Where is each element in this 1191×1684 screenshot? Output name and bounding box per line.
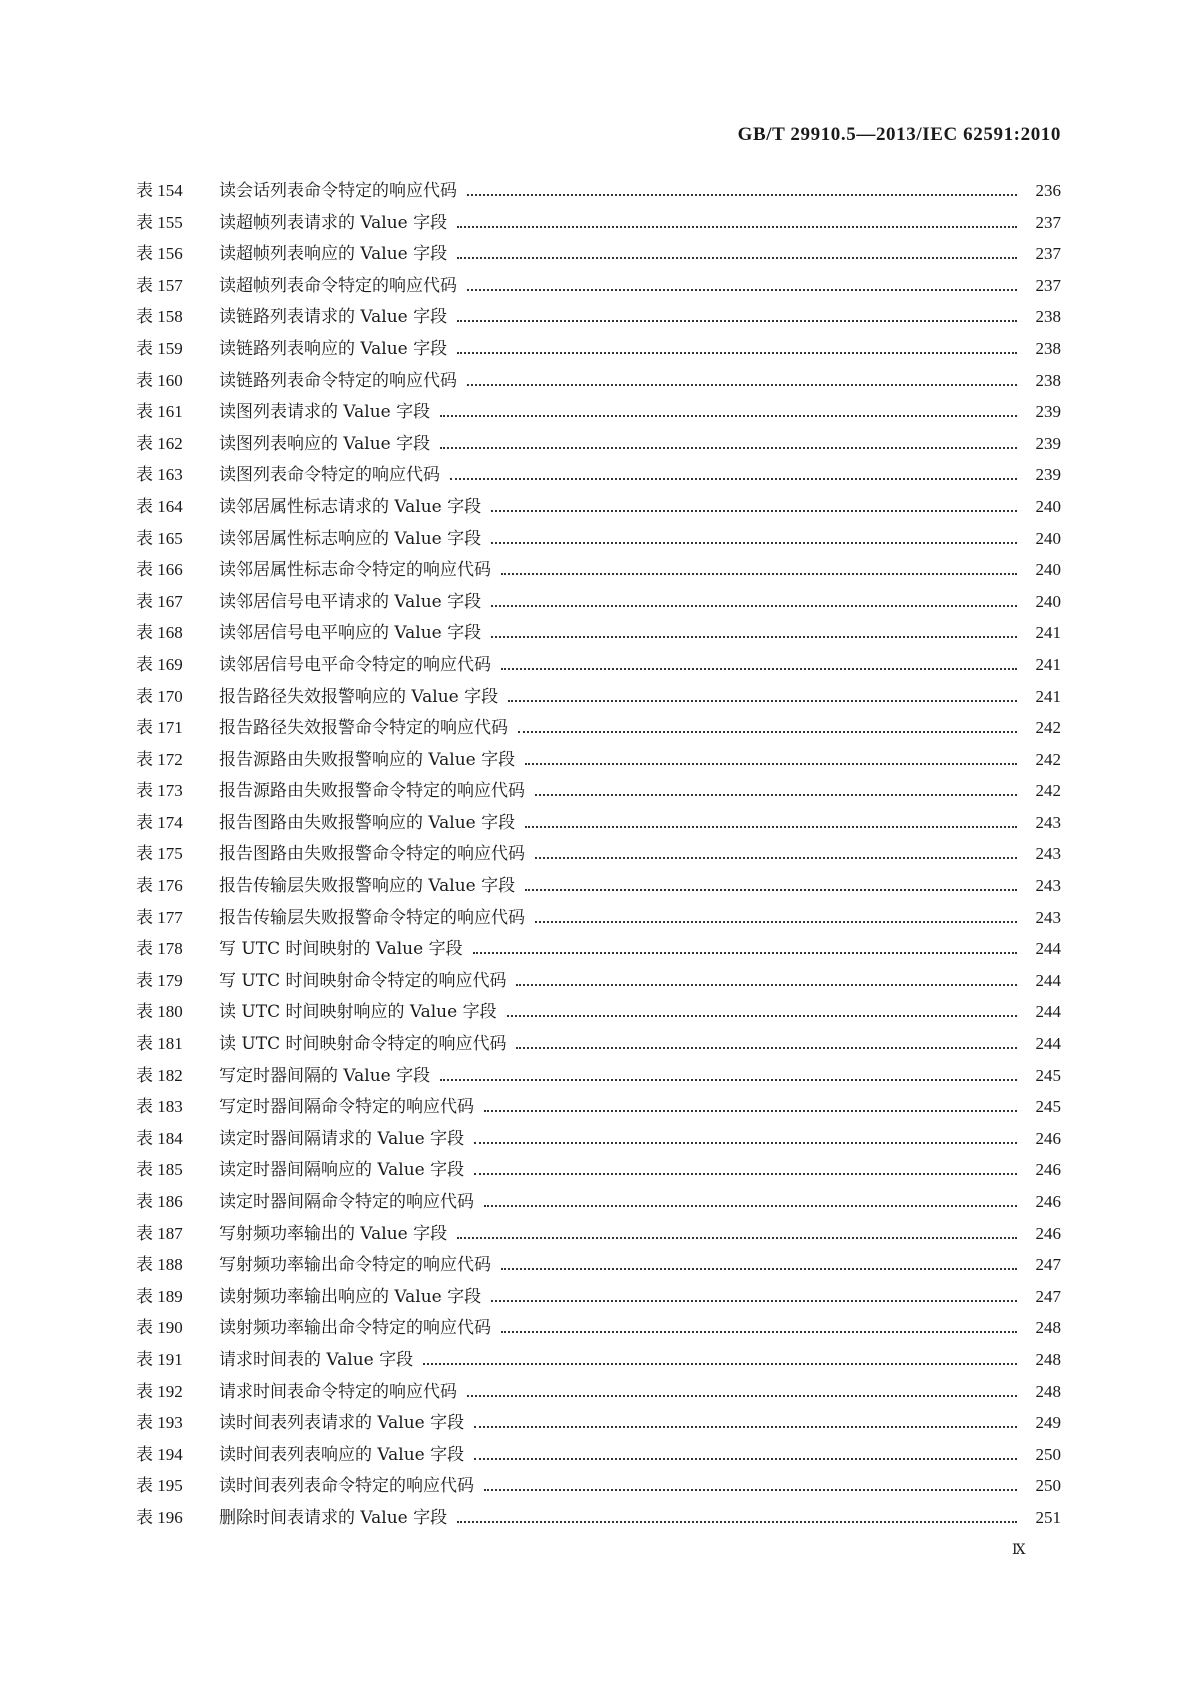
dot-leader: [457, 320, 1017, 322]
dot-leader: [467, 194, 1017, 196]
toc-entry-number: 表 183: [136, 1097, 183, 1117]
toc-entry-page-number: 246: [1035, 1128, 1061, 1148]
toc-entry-number: 表 170: [136, 686, 183, 706]
dot-leader: [423, 1363, 1017, 1365]
toc-entry-number: 表 175: [136, 844, 183, 864]
toc-entry-title: 写射频功率输出的 Value 字段: [219, 1223, 448, 1244]
toc-entry-number: 表 177: [136, 907, 183, 927]
dot-leader: [491, 605, 1017, 607]
toc-entry-page-number: 242: [1035, 718, 1061, 738]
toc-entry-title: 读射频功率输出响应的 Value 字段: [219, 1286, 482, 1307]
dot-leader: [491, 542, 1017, 544]
toc-entry: [136, 1096, 1061, 1128]
dot-leader: [440, 447, 1017, 449]
toc-entry-page-number: 240: [1035, 560, 1061, 580]
toc-entry-number: 表 187: [136, 1223, 183, 1243]
toc-entry-title: 报告图路由失败报警响应的 Value 字段: [219, 812, 516, 833]
toc-entry-number: 表 176: [136, 876, 183, 896]
toc-entry-page-number: 248: [1035, 1381, 1061, 1401]
dot-leader: [501, 1331, 1017, 1333]
toc-entry-page-number: 250: [1035, 1476, 1061, 1496]
toc-entry-page-number: 240: [1035, 528, 1061, 548]
toc-entry: [136, 1412, 1061, 1444]
toc-entry-number: 表 174: [136, 812, 183, 832]
toc-entry-title: 报告图路由失败报警命令特定的响应代码: [219, 844, 525, 865]
toc-entry-number: 表 155: [136, 212, 183, 232]
toc-entry-title: 报告源路由失败报警响应的 Value 字段: [219, 749, 516, 770]
toc-entry-page-number: 243: [1035, 876, 1061, 896]
toc-entry-page-number: 237: [1035, 244, 1061, 264]
dot-leader: [474, 1426, 1017, 1428]
toc-entry-title: 读图列表命令特定的响应代码: [219, 465, 440, 486]
dot-leader: [491, 636, 1017, 638]
toc-entry-title: 写 UTC 时间映射命令特定的响应代码: [219, 970, 507, 991]
toc-entry-number: 表 163: [136, 465, 183, 485]
dot-leader: [518, 731, 1017, 733]
dot-leader: [457, 1237, 1017, 1239]
toc-entry-number: 表 193: [136, 1413, 183, 1433]
toc-entry-number: 表 168: [136, 623, 183, 643]
toc-entry-title: 读时间表列表命令特定的响应代码: [219, 1476, 474, 1497]
toc-entry-title: 报告路径失效报警响应的 Value 字段: [219, 686, 499, 707]
toc-entry: [136, 370, 1061, 402]
toc-entry: [136, 717, 1061, 749]
toc-entry-page-number: 247: [1035, 1286, 1061, 1306]
toc-entry-title: 报告源路由失败报警命令特定的响应代码: [219, 781, 525, 802]
toc-entry: [136, 243, 1061, 275]
dot-leader: [467, 1395, 1017, 1397]
toc-entry-page-number: 244: [1035, 970, 1061, 990]
toc-entry-title: 写 UTC 时间映射的 Value 字段: [219, 939, 463, 960]
toc-entry: [136, 1128, 1061, 1160]
toc-entry-number: 表 181: [136, 1034, 183, 1054]
toc-entry-number: 表 165: [136, 528, 183, 548]
toc-entry-number: 表 160: [136, 370, 183, 390]
toc-entry-title: 写定时器间隔的 Value 字段: [219, 1065, 431, 1086]
toc-entry-page-number: 242: [1035, 749, 1061, 769]
toc-entry-title: 报告路径失效报警命令特定的响应代码: [219, 718, 508, 739]
dot-leader: [474, 1458, 1017, 1460]
dot-leader: [473, 952, 1017, 954]
toc-entry-number: 表 166: [136, 560, 183, 580]
toc-entry: [136, 622, 1061, 654]
toc-entry: [136, 528, 1061, 560]
toc-entry-number: 表 169: [136, 654, 183, 674]
toc-entry: [136, 875, 1061, 907]
toc-entry-number: 表 158: [136, 307, 183, 327]
toc-entry: [136, 686, 1061, 718]
toc-entry-page-number: 247: [1035, 1255, 1061, 1275]
toc-entry-number: 表 164: [136, 496, 183, 516]
dot-leader: [457, 352, 1017, 354]
table-of-tables-list: [136, 180, 1061, 1539]
toc-entry-title: 读超帧列表命令特定的响应代码: [219, 275, 457, 296]
toc-entry-number: 表 190: [136, 1318, 183, 1338]
dot-leader: [525, 763, 1017, 765]
dot-leader: [516, 984, 1017, 986]
toc-entry: [136, 970, 1061, 1002]
toc-entry: [136, 464, 1061, 496]
toc-entry-number: 表 167: [136, 591, 183, 611]
toc-entry: [136, 1381, 1061, 1413]
toc-entry-number: 表 157: [136, 275, 183, 295]
toc-entry: [136, 843, 1061, 875]
toc-entry-page-number: 243: [1035, 907, 1061, 927]
dot-leader: [535, 794, 1017, 796]
toc-entry-title: 读时间表列表响应的 Value 字段: [219, 1444, 465, 1465]
toc-entry-title: 读图列表请求的 Value 字段: [219, 402, 431, 423]
toc-entry-number: 表 191: [136, 1349, 183, 1369]
toc-entry: [136, 1475, 1061, 1507]
dot-leader: [474, 1173, 1017, 1175]
toc-entry-page-number: 245: [1035, 1065, 1061, 1085]
toc-entry-number: 表 172: [136, 749, 183, 769]
toc-entry: [136, 591, 1061, 623]
toc-entry-title: 读会话列表命令特定的响应代码: [219, 181, 457, 201]
toc-entry: [136, 654, 1061, 686]
toc-entry-number: 表 173: [136, 781, 183, 801]
dot-leader: [501, 668, 1017, 670]
toc-entry-title: 报告传输层失败报警响应的 Value 字段: [219, 876, 516, 897]
toc-entry-number: 表 196: [136, 1507, 183, 1527]
dot-leader: [501, 573, 1017, 575]
toc-entry-page-number: 237: [1035, 275, 1061, 295]
toc-entry-page-number: 246: [1035, 1192, 1061, 1211]
toc-entry: [136, 1286, 1061, 1318]
toc-entry-page-number: 239: [1035, 433, 1061, 453]
toc-entry-page-number: 249: [1035, 1413, 1061, 1433]
toc-entry-page-number: 240: [1035, 496, 1061, 516]
toc-entry: [136, 1349, 1061, 1381]
toc-entry-title: 读定时器间隔命令特定的响应代码: [219, 1192, 474, 1212]
toc-entry-title: 删除时间表请求的 Value 字段: [219, 1507, 448, 1528]
dot-leader: [491, 510, 1017, 512]
dot-leader: [507, 1015, 1017, 1017]
toc-entry-title: 读链路列表响应的 Value 字段: [219, 338, 448, 359]
toc-entry-page-number: 241: [1035, 686, 1061, 706]
toc-entry-number: 表 154: [136, 181, 183, 200]
toc-entry: [136, 212, 1061, 244]
toc-entry-title: 读图列表响应的 Value 字段: [219, 433, 431, 454]
toc-entry-title: 写定时器间隔命令特定的响应代码: [219, 1097, 474, 1118]
toc-entry-title: 读超帧列表请求的 Value 字段: [219, 212, 448, 233]
toc-entry-number: 表 194: [136, 1444, 183, 1464]
toc-entry: [136, 275, 1061, 307]
toc-entry-title: 读邻居属性标志请求的 Value 字段: [219, 496, 482, 517]
toc-entry: [136, 749, 1061, 781]
dot-leader: [457, 1521, 1017, 1523]
page-folio: Ⅸ: [1012, 1543, 1026, 1558]
toc-entry-title: 读定时器间隔响应的 Value 字段: [219, 1160, 465, 1181]
toc-entry-title: 读邻居信号电平请求的 Value 字段: [219, 591, 482, 612]
toc-entry-page-number: 242: [1035, 781, 1061, 801]
toc-entry-number: 表 189: [136, 1286, 183, 1306]
toc-entry-title: 读定时器间隔请求的 Value 字段: [219, 1128, 465, 1149]
toc-entry: [136, 1444, 1061, 1476]
toc-entry: [136, 1065, 1061, 1097]
toc-entry-title: 读邻居属性标志响应的 Value 字段: [219, 528, 482, 549]
toc-entry-title: 读链路列表命令特定的响应代码: [219, 370, 457, 391]
toc-entry-page-number: 244: [1035, 1034, 1061, 1054]
dot-leader: [484, 1489, 1017, 1491]
toc-entry-number: 表 180: [136, 1002, 183, 1022]
toc-entry: [136, 1254, 1061, 1286]
toc-entry-page-number: 248: [1035, 1349, 1061, 1369]
toc-entry-page-number: 250: [1035, 1444, 1061, 1464]
toc-entry: [136, 306, 1061, 338]
toc-entry-title: 读 UTC 时间映射响应的 Value 字段: [219, 1002, 497, 1023]
toc-entry-page-number: 240: [1035, 591, 1061, 611]
dot-leader: [467, 384, 1017, 386]
dot-leader: [457, 257, 1017, 259]
dot-leader: [457, 226, 1017, 228]
toc-entry-title: 读邻居属性标志命令特定的响应代码: [219, 560, 491, 581]
toc-entry-number: 表 179: [136, 970, 183, 990]
toc-entry-page-number: 244: [1035, 1002, 1061, 1022]
toc-entry-page-number: 241: [1035, 623, 1061, 643]
toc-entry-page-number: 238: [1035, 370, 1061, 390]
toc-entry: [136, 1033, 1061, 1065]
dot-leader: [467, 289, 1017, 291]
toc-entry-title: 写射频功率输出命令特定的响应代码: [219, 1255, 491, 1276]
toc-entry-title: 读时间表列表请求的 Value 字段: [219, 1413, 465, 1434]
toc-entry: [136, 1191, 1061, 1223]
toc-entry-number: 表 185: [136, 1160, 183, 1180]
dot-leader: [484, 1205, 1017, 1207]
dot-leader: [474, 1142, 1017, 1144]
toc-entry-page-number: 238: [1035, 338, 1061, 358]
toc-entry-title: 报告传输层失败报警命令特定的响应代码: [219, 907, 525, 928]
toc-entry-title: 读链路列表请求的 Value 字段: [219, 307, 448, 328]
toc-entry-number: 表 156: [136, 244, 183, 264]
toc-entry: [136, 812, 1061, 844]
toc-entry-page-number: 246: [1035, 1160, 1061, 1180]
toc-entry: [136, 1223, 1061, 1255]
toc-entry: [136, 433, 1061, 465]
dot-leader: [525, 826, 1017, 828]
toc-entry: [136, 907, 1061, 939]
toc-entry-page-number: 246: [1035, 1223, 1061, 1243]
toc-entry-number: 表 159: [136, 338, 183, 358]
toc-entry-title: 读邻居信号电平命令特定的响应代码: [219, 654, 491, 675]
toc-entry: [136, 401, 1061, 433]
dot-leader: [508, 700, 1017, 702]
dot-leader: [484, 1110, 1017, 1112]
toc-entry-page-number: 238: [1035, 307, 1061, 327]
toc-entry-number: 表 171: [136, 718, 183, 738]
toc-entry-page-number: 243: [1035, 812, 1061, 832]
toc-entry-page-number: 239: [1035, 465, 1061, 485]
dot-leader: [491, 1300, 1017, 1302]
toc-entry-number: 表 192: [136, 1381, 183, 1401]
toc-entry-page-number: 236: [1035, 181, 1061, 200]
toc-entry: [136, 180, 1061, 212]
toc-entry-page-number: 244: [1035, 939, 1061, 959]
running-header-standard-id: GB/T 29910.5—2013/IEC 62591:2010: [737, 124, 1061, 145]
toc-entry: [136, 559, 1061, 591]
toc-entry-number: 表 186: [136, 1192, 183, 1211]
toc-entry-page-number: 237: [1035, 212, 1061, 232]
toc-entry-title: 请求时间表的 Value 字段: [219, 1349, 414, 1370]
toc-entry: [136, 780, 1061, 812]
toc-entry-page-number: 248: [1035, 1318, 1061, 1338]
dot-leader: [516, 1047, 1017, 1049]
toc-entry: [136, 1317, 1061, 1349]
toc-entry-page-number: 251: [1035, 1507, 1061, 1527]
toc-entry: [136, 338, 1061, 370]
toc-entry-number: 表 162: [136, 433, 183, 453]
dot-leader: [440, 1079, 1017, 1081]
dot-leader: [450, 478, 1017, 480]
toc-entry-page-number: 243: [1035, 844, 1061, 864]
toc-entry-title: 请求时间表命令特定的响应代码: [219, 1381, 457, 1402]
toc-entry: [136, 1159, 1061, 1191]
toc-entry-number: 表 188: [136, 1255, 183, 1275]
dot-leader: [501, 1268, 1017, 1270]
toc-entry-title: 读超帧列表响应的 Value 字段: [219, 244, 448, 265]
toc-entry: [136, 496, 1061, 528]
toc-entry-page-number: 245: [1035, 1097, 1061, 1117]
dot-leader: [440, 415, 1017, 417]
toc-entry-number: 表 161: [136, 402, 183, 422]
dot-leader: [535, 921, 1017, 923]
toc-entry-number: 表 195: [136, 1476, 183, 1496]
toc-entry-title: 读 UTC 时间映射命令特定的响应代码: [219, 1034, 507, 1055]
toc-entry-page-number: 239: [1035, 402, 1061, 422]
dot-leader: [535, 857, 1017, 859]
toc-entry: [136, 1001, 1061, 1033]
toc-entry-title: 读邻居信号电平响应的 Value 字段: [219, 623, 482, 644]
toc-entry-title: 读射频功率输出命令特定的响应代码: [219, 1318, 491, 1339]
toc-entry-number: 表 184: [136, 1128, 183, 1148]
toc-entry-number: 表 178: [136, 939, 183, 959]
toc-entry-page-number: 241: [1035, 654, 1061, 674]
toc-entry: [136, 1507, 1061, 1539]
dot-leader: [525, 889, 1017, 891]
toc-entry: [136, 938, 1061, 970]
toc-entry-number: 表 182: [136, 1065, 183, 1085]
